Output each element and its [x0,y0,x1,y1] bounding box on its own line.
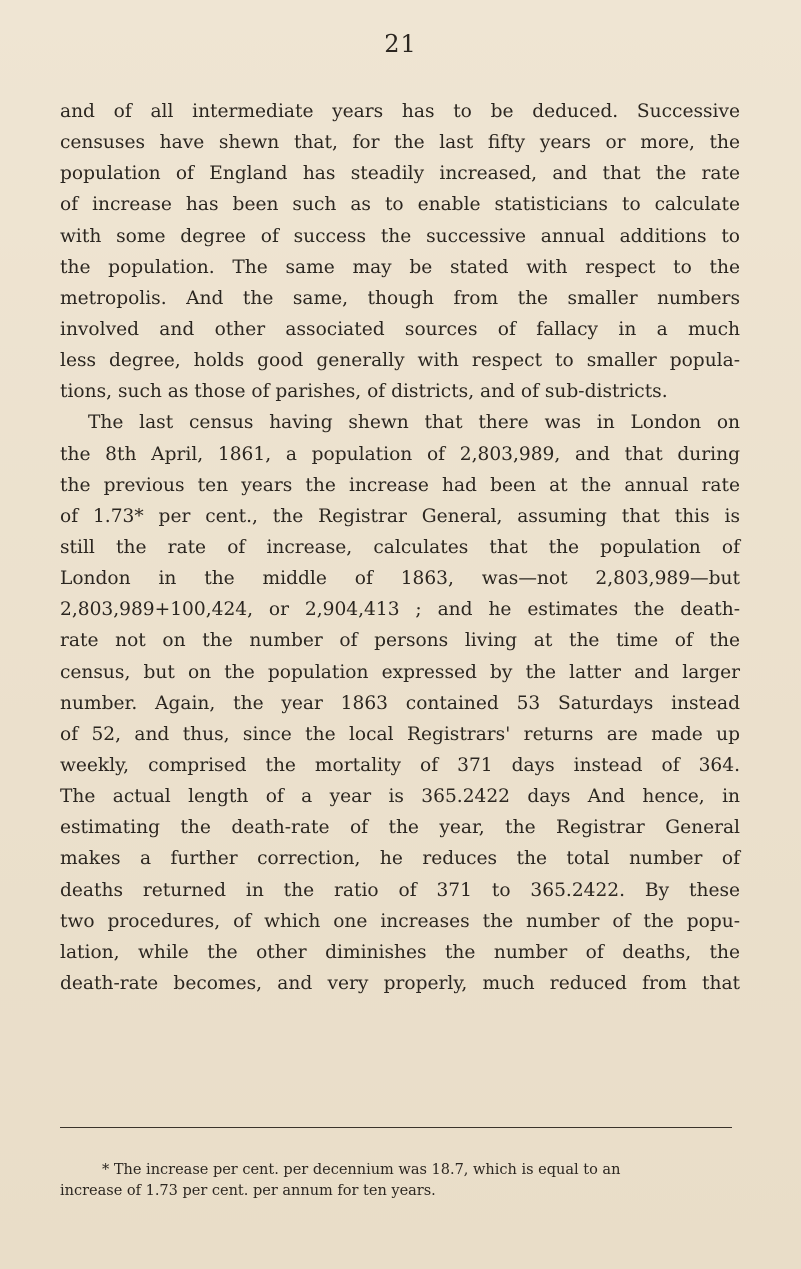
text-line: the previous ten years the increase had been at the annual rate [60,474,740,496]
text-line: involved and other associated sources of fallacy in a much [60,318,740,340]
text-line: still the rate of increase, calculates that the population of [60,536,740,558]
text-line: 2,803,989+100,424, or 2,904,413 ; and he estimates the death- [60,599,740,621]
text-line: The actual length of a year is 365.2422 days And hence, in [60,786,740,808]
text-line: of 52, and thus, since the local Registrars' returns are made up [60,723,740,745]
text-line: metropolis. And the same, though from the smaller numbers [60,287,740,309]
text-line: less degree, holds good generally with respect to smaller popula- [60,350,740,372]
text-line: and of all intermediate years has to be deduced. Successive [60,101,740,122]
text-line: population of England has steadily increased, and that the rate [60,163,740,185]
text-line: The last census having shewn that there was in London on [88,412,740,434]
page-number: 21 [384,30,417,58]
text-line: two procedures, of which one increases the number of the popu- [60,910,740,932]
text-line: deaths returned in the ratio of 371 to 365.2422. By these [60,879,740,901]
text-line: makes a further correction, he reduces the total number of [60,848,740,870]
text-line: estimating the death-rate of the year, the Registrar General [60,817,740,839]
text-line: rate not on the number of persons living at the time of the [60,630,740,652]
footnote-line: increase of 1.73 per cent. per annum for ten years. [60,1183,436,1199]
text-line: of 1.73* per cent., the Registrar General, assuming that this is [60,505,740,527]
text-line: census, but on the population expressed by the latter and larger [60,661,740,683]
text-line: the population. The same may be stated with respect to the [60,256,740,278]
text-line: tions, such as those of parishes, of districts, and of sub-districts. [60,381,668,403]
text-line: lation, while the other diminishes the number of deaths, the [60,941,740,963]
footnote-line: * The increase per cent. per decennium was 18.7, which is equal to an [102,1162,621,1178]
footnote [60,1160,732,1202]
text-line: death-rate becomes, and very properly, much reduced from that [60,972,740,994]
text-line: the 8th April, 1861, a population of 2,803,989, and that during [60,443,740,465]
body-text [60,96,740,999]
text-line: London in the middle of 1863, was—not 2,803,989—but [60,568,740,590]
text-line: number. Again, the year 1863 contained 53 Saturdays instead [60,692,740,714]
text-line: of increase has been such as to enable statisticians to calculate [60,194,740,216]
text-line: with some degree of success the successive annual additions to [60,225,740,247]
text-line: censuses have shewn that, for the last fifty years or more, the [60,132,740,154]
text-line: weekly, comprised the mortality of 371 days instead of 364. [60,754,740,776]
footnote-divider [60,1127,732,1128]
